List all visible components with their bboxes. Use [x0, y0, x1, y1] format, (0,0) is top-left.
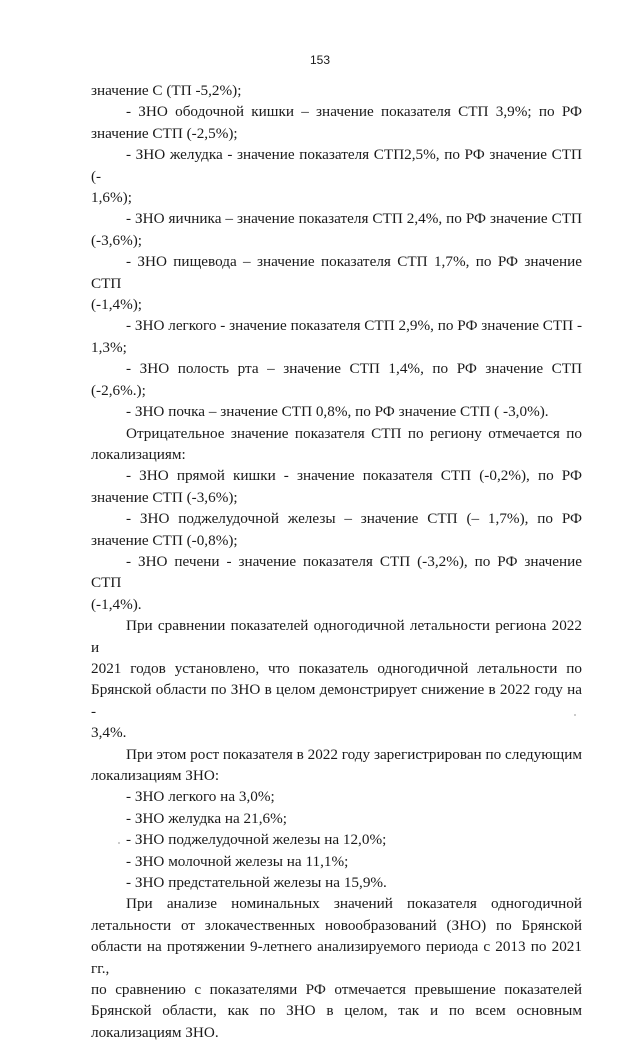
text-line: - ЗНО поджелудочной железы – значение СТП (– 1,7%), по РФ: [126, 510, 582, 528]
text-line: - ЗНО легкого на 3,0%;: [126, 788, 275, 806]
text-line: значение СТП (-2,5%);: [91, 124, 238, 142]
scan-speck: [574, 714, 576, 716]
text-line: При этом рост показателя в 2022 году зарегистрирован по следующим: [126, 745, 582, 763]
text-line: Отрицательное значение показателя СТП по региону отмечается по: [126, 424, 582, 442]
text-line: - ЗНО ободочной кишки – значение показателя СТП 3,9%; по РФ: [126, 103, 582, 121]
text-line: локализациям:: [91, 445, 186, 463]
text-line: 1,6%);: [91, 189, 132, 207]
text-line: (-1,4%);: [91, 296, 143, 314]
text-line: - ЗНО печени - значение показателя СТП (-3,2%), по РФ значение СТП: [91, 552, 582, 592]
text-line: по сравнению с показателями РФ отмечается превышение показателей: [91, 981, 582, 999]
text-line: - ЗНО предстательной железы на 15,9%.: [126, 874, 387, 892]
text-line: области на протяжении 9-летнего анализируемого периода с 2013 по 2021 гг.,: [91, 938, 582, 977]
text-line: - ЗНО полость рта – значение СТП 1,4%, по РФ значение СТП (-2,6%.);: [91, 360, 582, 399]
text-line: - ЗНО почка – значение СТП 0,8%, по РФ значение СТП ( -3,0%).: [126, 403, 549, 421]
text-line: При анализе номинальных значений показателя одногодичной: [126, 895, 582, 913]
text-line: 2021 годов установлено, что показатель одногодичной летальности по: [91, 659, 582, 677]
text-line: (-1,4%).: [91, 595, 142, 613]
text-line: При сравнении показателей одногодичной летальности региона 2022 и: [91, 617, 582, 656]
page-number: 153: [309, 53, 331, 67]
text-line: 1,3%;: [91, 338, 127, 356]
text-line: - ЗНО молочной железы на 11,1%;: [126, 852, 349, 870]
text-line: - ЗНО пищевода – значение показателя СТП 1,7%, по РФ значение СТП: [91, 253, 582, 292]
text-line: значение СТП (-0,8%);: [91, 531, 238, 549]
text-line: Брянской области по ЗНО в целом демонстрирует снижение в 2022 году на -: [91, 681, 582, 720]
text-line: (-3,6%);: [91, 231, 143, 249]
text-line: локализациям ЗНО:: [91, 767, 220, 784]
scan-speck: [118, 842, 120, 844]
text-line: - ЗНО желудка - значение показателя СТП2,5%, по РФ значение СТП (-: [91, 146, 582, 185]
text-line: - ЗНО поджелудочной железы на 12,0%;: [126, 831, 387, 849]
text-line: значение С (ТП -5,2%);: [91, 82, 242, 99]
text-line: летальности от злокачественных новообразований (ЗНО) по Брянской: [91, 916, 582, 934]
text-line: значение СТП (-3,6%);: [91, 488, 238, 506]
text-line: локализациям ЗНО.: [91, 1023, 219, 1041]
text-line: - ЗНО желудка на 21,6%;: [126, 809, 287, 827]
document-body: [91, 80, 582, 1043]
text-line: 3,4%.: [91, 724, 127, 742]
text-line: - ЗНО яичника – значение показателя СТП 2,4%, по РФ значение СТП: [126, 210, 582, 228]
text-line: - ЗНО прямой кишки - значение показателя СТП (-0,2%), по РФ: [126, 467, 582, 485]
text-line: - ЗНО легкого - значение показателя СТП 2,9%, по РФ значение СТП -: [126, 317, 582, 335]
text-line: Брянской области, как по ЗНО в целом, так и по всем основным: [91, 1002, 582, 1020]
